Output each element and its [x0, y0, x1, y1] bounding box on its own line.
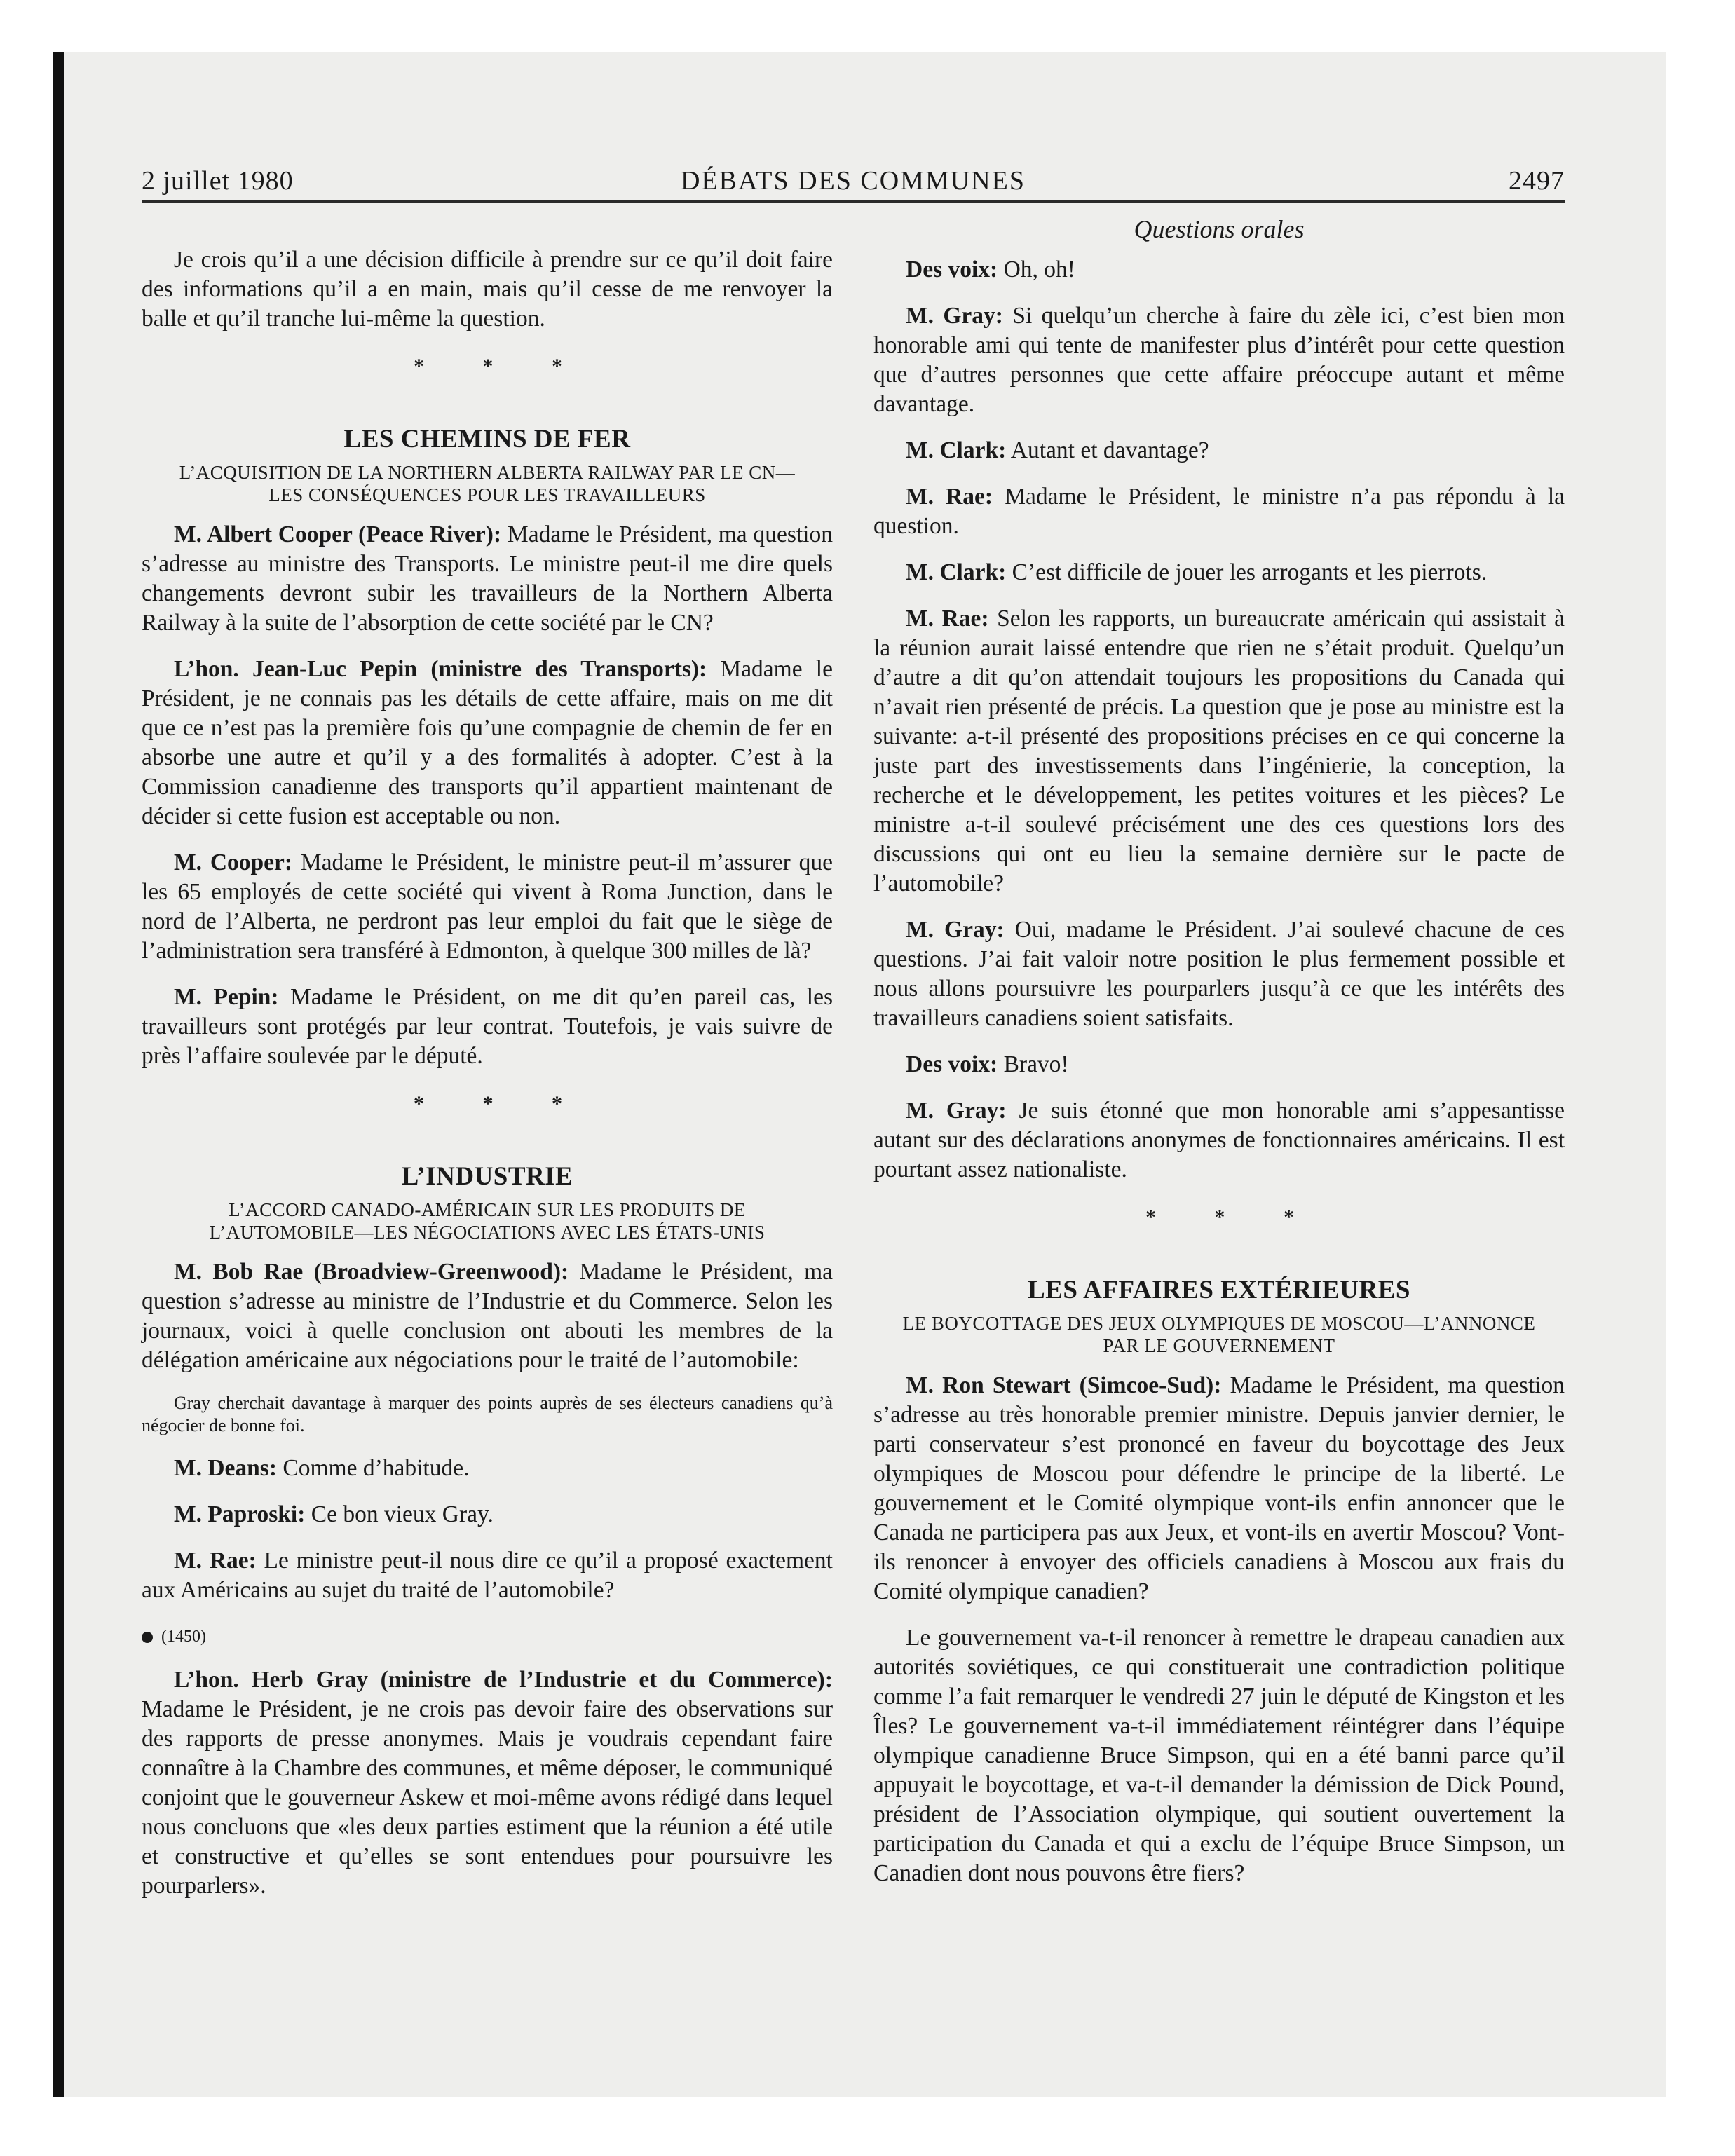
speech-text: Ce bon vieux Gray. — [305, 1501, 494, 1527]
speaker-name: M. Albert Cooper (Peace River): — [174, 521, 502, 547]
speech-text: Si quelqu’un cherche à faire du zèle ici, c’est bien mon honorable ami qui tente de manifester plus d’intérêt pour cette question que d’autres personnes que cette affaire préoccupe autant et même davantage. — [873, 303, 1565, 417]
header-title: DÉBATS DES COMMUNES — [681, 166, 1026, 196]
speech-text: Je suis étonné que mon honorable ami s’appesantisse autant sur des déclarations anonymes de fonctionnaires américains. Il est pourtant assez nationaliste. — [873, 1098, 1565, 1182]
section-subheading: L’ACCORD CANADO-AMÉRICAIN SUR LES PRODUITS DE L’AUTOMOBILE—LES NÉGOCIATIONS AVEC LES ÉTATS-UNIS — [209, 1199, 766, 1243]
speech — [873, 604, 1565, 899]
section-subheading: LE BOYCOTTAGE DES JEUX OLYMPIQUES DE MOSCOU—L’ANNONCE PAR LE GOUVERNEMENT — [902, 1313, 1536, 1356]
right-column — [873, 255, 1565, 1905]
speech-text: C’est difficile de jouer les arrogants et les pierrots. — [1006, 559, 1488, 585]
speaker-name: L’hon. Jean-Luc Pepin (ministre des Transports): — [174, 656, 707, 682]
speaker-name: M. Rae: — [906, 606, 989, 632]
speech — [873, 558, 1565, 587]
time-marker-label: (1450) — [161, 1628, 206, 1646]
section-heading: LES CHEMINS DE FER — [343, 425, 631, 453]
section-heading: L’INDUSTRIE — [401, 1162, 573, 1191]
speech-text: Madame le Président, je ne crois pas devoir faire des observations sur des rapports de presse anonymes. Mais je voudrais cependant faire connaître à la Chambre des communes, et même déposer, le communiqué conjoint que le gouverneur Askew et moi-même avons rédigé dans lequel nous concluons que «les deux parties estiment que la réunion a été utile et constructive et qu’elles se sont entendues pour poursuivre les pourparlers». — [142, 1696, 833, 1899]
speech — [873, 436, 1565, 465]
speech — [873, 1050, 1565, 1079]
speaker-name: M. Gray: — [906, 917, 1005, 943]
speech — [142, 848, 833, 966]
speaker-name: M. Bob Rae (Broadview-Greenwood): — [174, 1259, 569, 1285]
speaker-name: M. Pepin: — [174, 984, 279, 1010]
speaker-name: M. Deans: — [174, 1455, 278, 1481]
speaker-name: M. Gray: — [906, 1098, 1007, 1124]
speech — [142, 1500, 833, 1529]
speaker-name: M. Clark: — [906, 559, 1007, 585]
speech-text: Madame le Président, ma question s’adresse au ministre de l’Industrie et du Commerce. Selon les journaux, voici à quelle conclusion ont abouti les membres de la délégation américaine aux négociations pour le traité de l’automobile: — [142, 1259, 834, 1373]
header-date: 2 juillet 1980 — [142, 166, 294, 196]
left-column — [142, 245, 833, 1918]
speech — [142, 1665, 833, 1901]
speech-text: Comme d’habitude. — [277, 1455, 470, 1481]
speaker-name: M. Rae: — [906, 484, 993, 510]
speech-text: Madame le Président, le ministre n’a pas répondu à la question. — [873, 484, 1565, 539]
speech — [142, 520, 833, 638]
speaker-name: M. Ron Stewart (Simcoe-Sud): — [906, 1372, 1222, 1398]
speech-text: Madame le Président, on me dit qu’en pareil cas, les travailleurs sont protégés par leur contrat. Toutefois, je vais suivre de près l’affaire soulevée par le député. — [142, 984, 833, 1069]
section-separator: * * * — [414, 1092, 589, 1115]
block-quote: Gray cherchait davantage à marquer des points auprès de ses électeurs canadiens qu’à négocier de bonne foi. — [142, 1393, 833, 1435]
speech-text: Madame le Président, je ne connais pas les détails de cette affaire, mais on me dit que ce n’est pas la première fois qu’une compagnie de chemin de fer en absorbe une autre et qu’il y a des formalités à adopter. C’est à la Commission canadienne des transports qu’il appartient maintenant de décider si cette fusion est acceptable ou non. — [142, 656, 833, 829]
section-separator: * * * — [1145, 1206, 1321, 1229]
section-subheading: L’ACQUISITION DE LA NORTHERN ALBERTA RAILWAY PAR LE CN—LES CONSÉQUENCES POUR LES TRAVAILLEURS — [179, 462, 796, 505]
section-label: Questions orales — [1134, 215, 1305, 243]
scan-edge — [53, 52, 64, 2097]
speech — [873, 482, 1565, 541]
speaker-name: L’hon. Herb Gray (ministre de l’Industrie et du Commerce): — [174, 1667, 833, 1693]
speech — [142, 1257, 833, 1375]
speech — [142, 1454, 833, 1483]
speaker-name: M. Clark: — [906, 437, 1007, 463]
speech-text: Madame le Président, le ministre peut-il m’assurer que les 65 employés de cette société qui vivent à Roma Junction, dans le nord de l’Alberta, ne perdront pas leur emploi du fait que le siège de l’administration sera transféré à Edmonton, à quelque 300 milles de là? — [142, 850, 833, 964]
speech — [873, 915, 1565, 1033]
page-number: 2497 — [1509, 166, 1565, 196]
time-marker — [142, 1622, 833, 1651]
speech-text: Oh, oh! — [998, 257, 1075, 282]
speech — [873, 255, 1565, 285]
speech — [142, 983, 833, 1071]
speech — [873, 301, 1565, 419]
speech-text: Autant et davantage? — [1006, 437, 1209, 463]
page-header — [142, 161, 1565, 203]
section-separator: * * * — [414, 355, 589, 378]
paragraph: Je crois qu’il a une décision difficile à prendre sur ce qu’il doit faire des informations qu’il a en main, mais qu’il cesse de me renvoyer la balle et qu’il tranche lui-même la question. — [142, 247, 833, 332]
speech — [142, 1546, 833, 1605]
speech-text: Madame le Président, ma question s’adresse au très honorable premier ministre. Depuis janvier dernier, le parti conservateur s’est prononcé en faveur du boycottage des Jeux olympiques de Moscou pour défendre le principe de la liberté. Le gouvernement et le Comité olympique vont-ils enfin annoncer que le Canada ne participera pas aux Jeux, et vont-ils en avertir Moscou? Vont-ils renoncer à envoyer des officiels canadiens à Moscou aux frais du Comité olympique canadien? — [873, 1372, 1565, 1604]
speech — [873, 1371, 1565, 1606]
speech-text: Le ministre peut-il nous dire ce qu’il a proposé exactement aux Américains au sujet du traité de l’automobile? — [142, 1548, 833, 1603]
speech — [873, 1096, 1565, 1185]
speaker-name: M. Paproski: — [174, 1501, 306, 1527]
speech-text: Selon les rapports, un bureaucrate américain qui assistait à la réunion aurait laissé entendre que rien ne s’était produit. Quelqu’un d’autre a dit qu’on attendait toujours les propositions du Canada qui n’avait rien présenté de précis. La question que je pose au ministre est la suivante: a-t-il présenté des propositions précises en ce qui concerne la juste part des investissements dans l’ingénierie, la conception, la recherche et le développement, les petites voitures et les pièces? Le ministre a-t-il soulevé précisément une des ces questions lors des discussions qui ont eu lieu la semaine dernière sur le pacte de l’automobile? — [873, 606, 1565, 896]
speaker-name: M. Rae: — [174, 1548, 257, 1574]
speaker-name: M. Gray: — [906, 303, 1003, 329]
speech-text: Bravo! — [998, 1051, 1069, 1077]
speech — [142, 655, 833, 831]
speaker-name: Des voix: — [906, 1051, 998, 1077]
speaker-name: M. Cooper: — [174, 850, 293, 875]
bullet-icon — [142, 1632, 153, 1643]
speaker-name: Des voix: — [906, 257, 998, 282]
paragraph: Le gouvernement va-t-il renoncer à remettre le drapeau canadien aux autorités soviétiques, ce qui constituerait une contradiction politique comme l’a fait remarquer le vendredi 27 juin le député de Kingston et les Îles? Le gouvernement va-t-il immédiatement réintégrer dans l’équipe olympique canadienne Bruce Simpson, qui en a été banni parce qu’il appuyait le boycottage, et va-t-il demander la démission de Dick Pound, président de l’Association olympique, qui soutient ouvertement la participation du Canada et qui a exclu de l’équipe Bruce Simpson, un Canadien dont nous pouvons être fiers? — [873, 1625, 1565, 1886]
speech-text: Madame le Président, ma question s’adresse au ministre des Transports. Le ministre peut-il me dire quels changements devront subir les travailleurs de la Northern Alberta Railway à la suite de l’absorption de cette société par le CN? — [142, 521, 833, 636]
speech-text: Oui, madame le Président. J’ai soulevé chacune de ces questions. J’ai fait valoir notre position le plus fermement possible et nous allons poursuivre les pourparlers jusqu’à ce que les intérêts des travailleurs canadiens soient satisfaits. — [873, 917, 1565, 1031]
section-heading: LES AFFAIRES EXTÉRIEURES — [1028, 1276, 1410, 1304]
